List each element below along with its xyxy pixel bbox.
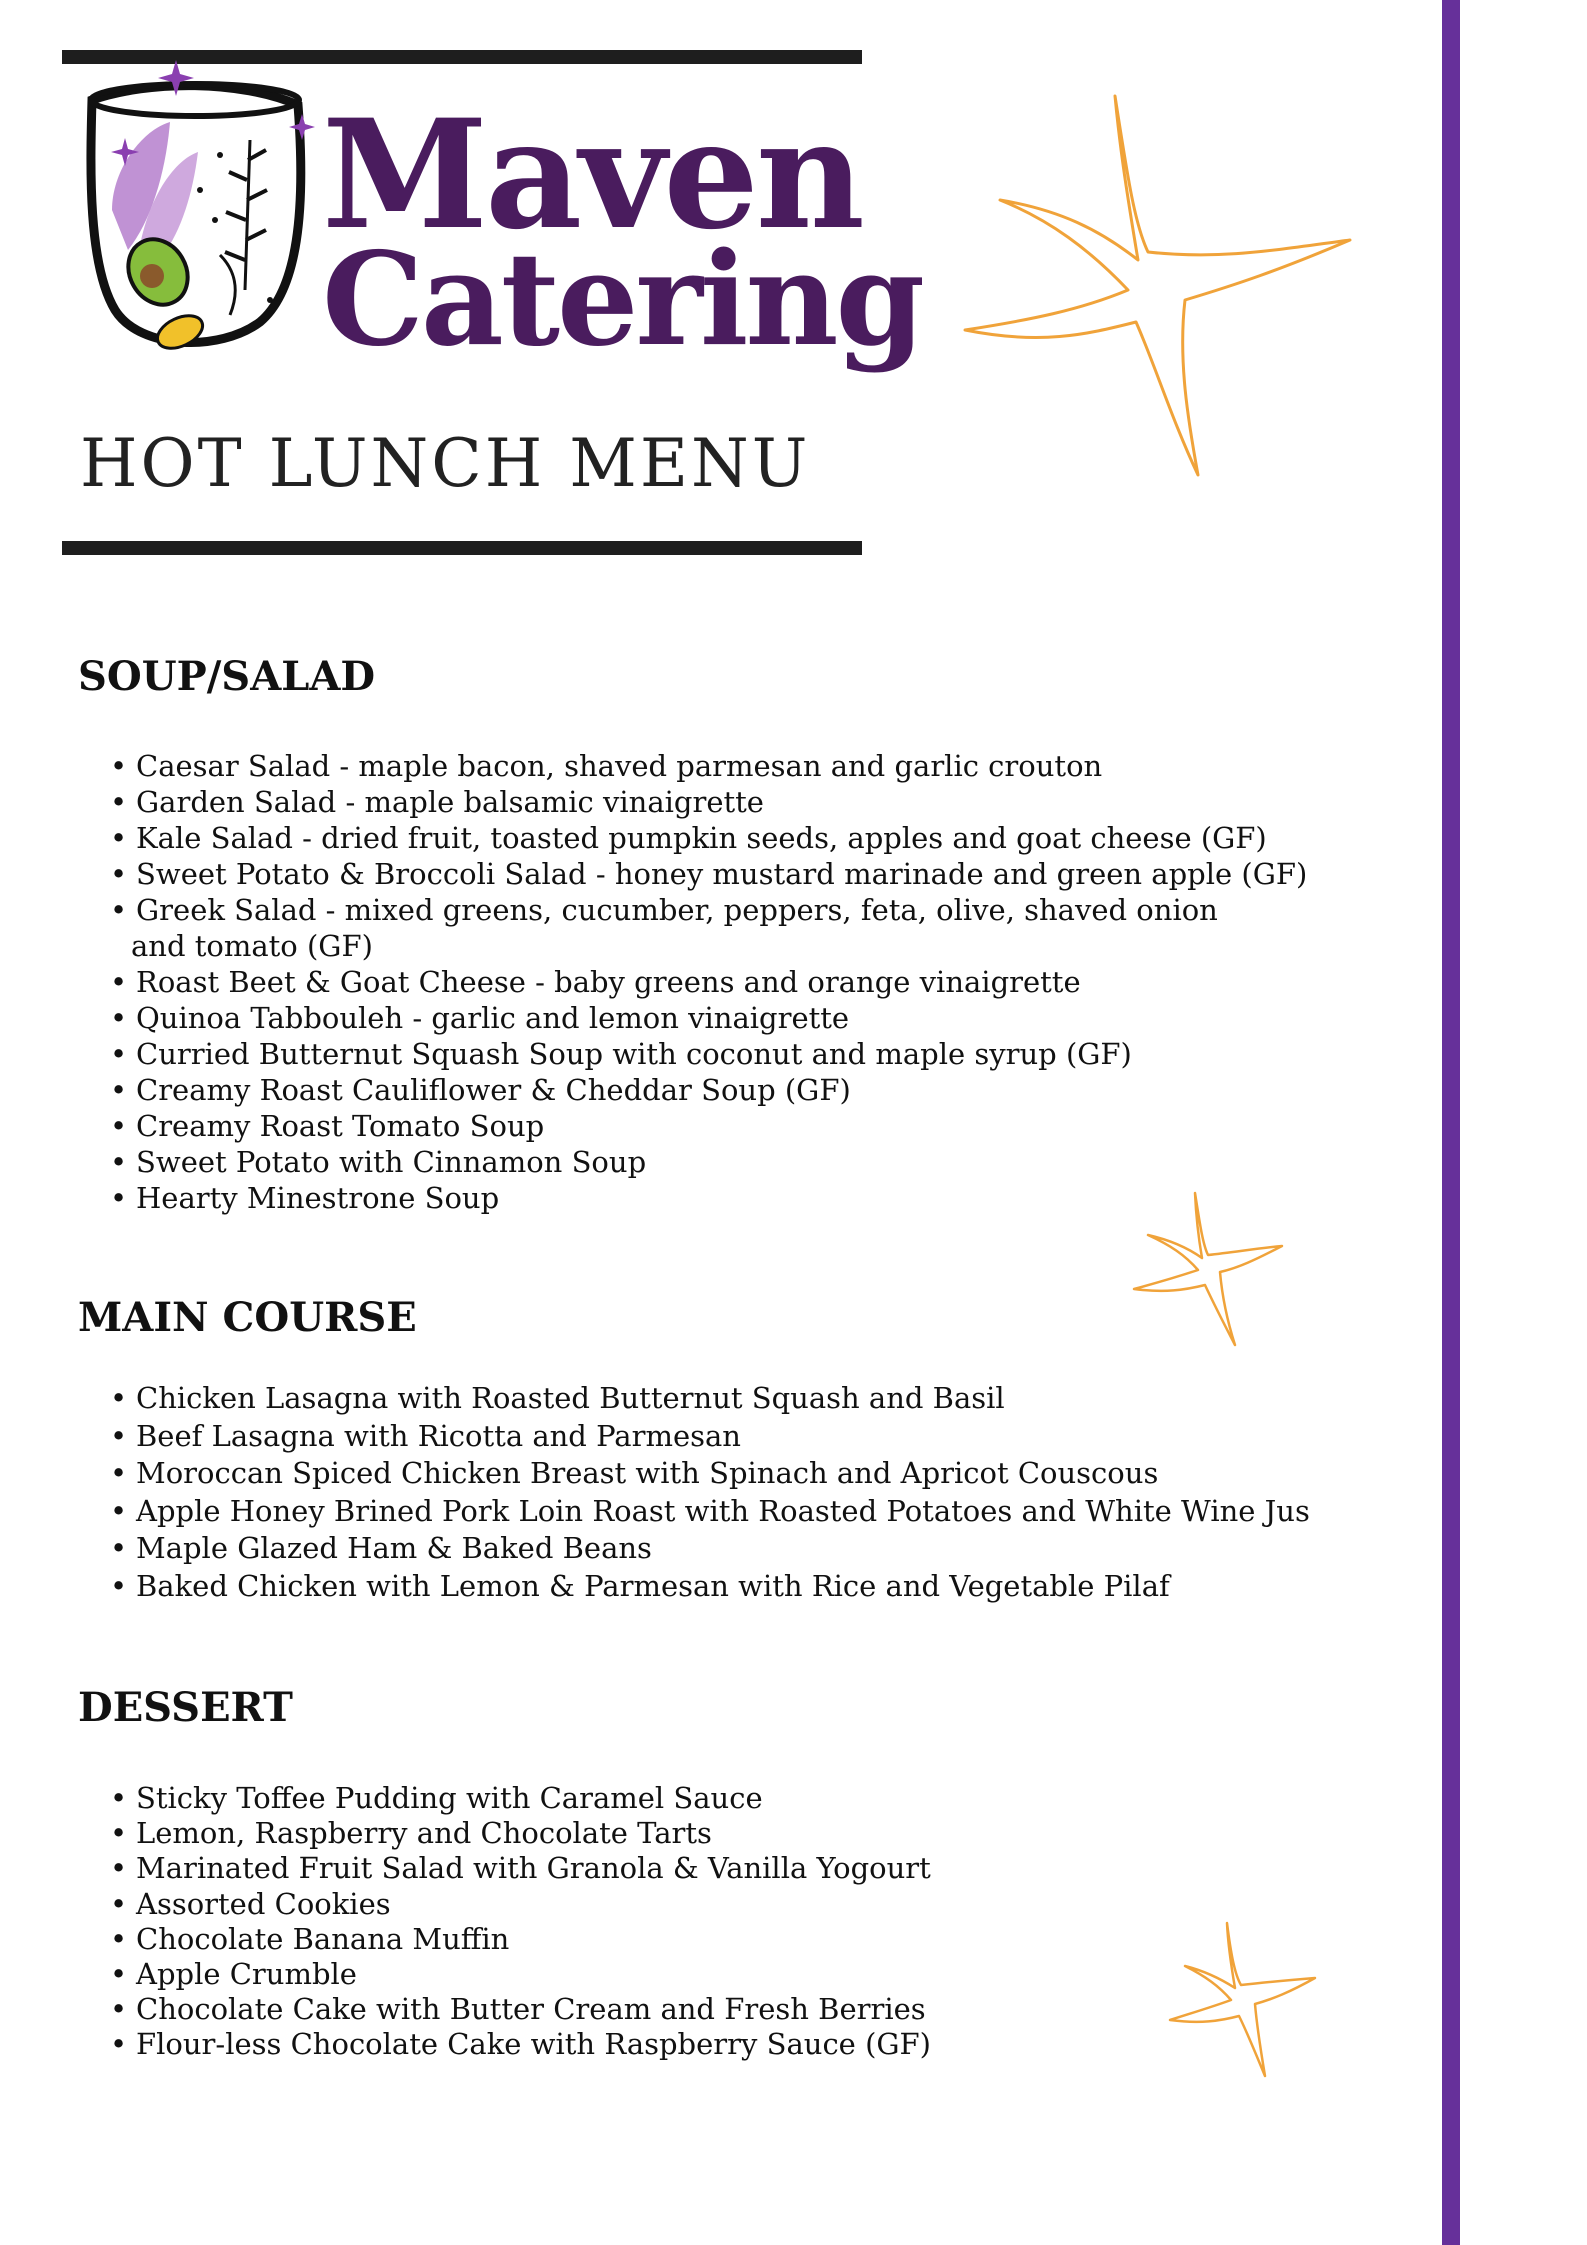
dessert-list xyxy=(110,1781,931,2063)
list-item: • Quinoa Tabbouleh - garlic and lemon vinaigrette xyxy=(110,1000,1307,1036)
main-course-list xyxy=(110,1380,1310,1605)
list-item: • Apple Honey Brined Pork Loin Roast with Roasted Potatoes and White Wine Jus xyxy=(110,1493,1310,1531)
list-item: • Chocolate Cake with Butter Cream and Fresh Berries xyxy=(110,1992,931,2027)
side-accent-bar xyxy=(1442,0,1460,2245)
list-item: • Beef Lasagna with Ricotta and Parmesan xyxy=(110,1418,1310,1456)
list-item: • Creamy Roast Cauliflower & Cheddar Soup (GF) xyxy=(110,1072,1307,1108)
list-item: • Curried Butternut Squash Soup with coconut and maple syrup (GF) xyxy=(110,1036,1307,1072)
list-item: • Flour-less Chocolate Cake with Raspberry Sauce (GF) xyxy=(110,2027,931,2062)
list-item: • Caesar Salad - maple bacon, shaved parmesan and garlic crouton xyxy=(110,748,1307,784)
list-item: • Sticky Toffee Pudding with Caramel Sauce xyxy=(110,1781,931,1816)
sparkle-small-icon xyxy=(1165,1920,1325,2080)
list-item: • Marinated Fruit Salad with Granola & Vanilla Yogourt xyxy=(110,1851,931,1886)
sparkle-large-icon xyxy=(960,90,1360,490)
list-item: • Moroccan Spiced Chicken Breast with Spinach and Apricot Couscous xyxy=(110,1455,1310,1493)
list-item: • Maple Glazed Ham & Baked Beans xyxy=(110,1530,1310,1568)
list-item: • Sweet Potato with Cinnamon Soup xyxy=(110,1144,1307,1180)
brand-name-line2: Catering xyxy=(322,225,922,375)
header-rule-bottom xyxy=(62,541,862,555)
list-item xyxy=(110,892,1307,964)
list-item: • Sweet Potato & Broccoli Salad - honey mustard marinade and green apple (GF) xyxy=(110,856,1307,892)
list-item-continuation: and tomato (GF) xyxy=(131,929,373,963)
list-item: • Garden Salad - maple balsamic vinaigrette xyxy=(110,784,1307,820)
list-item-text: Greek Salad - mixed greens, cucumber, peppers, feta, olive, shaved onion xyxy=(136,893,1218,927)
list-item: • Kale Salad - dried fruit, toasted pumpkin seeds, apples and goat cheese (GF) xyxy=(110,820,1307,856)
list-item: • Assorted Cookies xyxy=(110,1887,931,1922)
page-title: HOT LUNCH MENU xyxy=(80,425,811,502)
wine-glass-icon xyxy=(70,60,320,360)
list-item: • Apple Crumble xyxy=(110,1957,931,1992)
list-item: • Hearty Minestrone Soup xyxy=(110,1180,1307,1216)
list-item: • Creamy Roast Tomato Soup xyxy=(110,1108,1307,1144)
list-item: • Baked Chicken with Lemon & Parmesan with Rice and Vegetable Pilaf xyxy=(110,1568,1310,1606)
section-title-main-course: MAIN COURSE xyxy=(78,1294,417,1341)
brand-name-line1: Maven xyxy=(322,87,862,263)
list-item: • Roast Beet & Goat Cheese - baby greens and orange vinaigrette xyxy=(110,964,1307,1000)
list-item: • Chicken Lasagna with Roasted Butternut Squash and Basil xyxy=(110,1380,1310,1418)
section-title-dessert: DESSERT xyxy=(78,1684,293,1731)
soup-salad-list xyxy=(110,748,1307,1216)
brand-logo xyxy=(70,60,922,410)
list-item: • Chocolate Banana Muffin xyxy=(110,1922,931,1957)
list-item: • Lemon, Raspberry and Chocolate Tarts xyxy=(110,1816,931,1851)
section-title-soup-salad: SOUP/SALAD xyxy=(78,653,376,700)
